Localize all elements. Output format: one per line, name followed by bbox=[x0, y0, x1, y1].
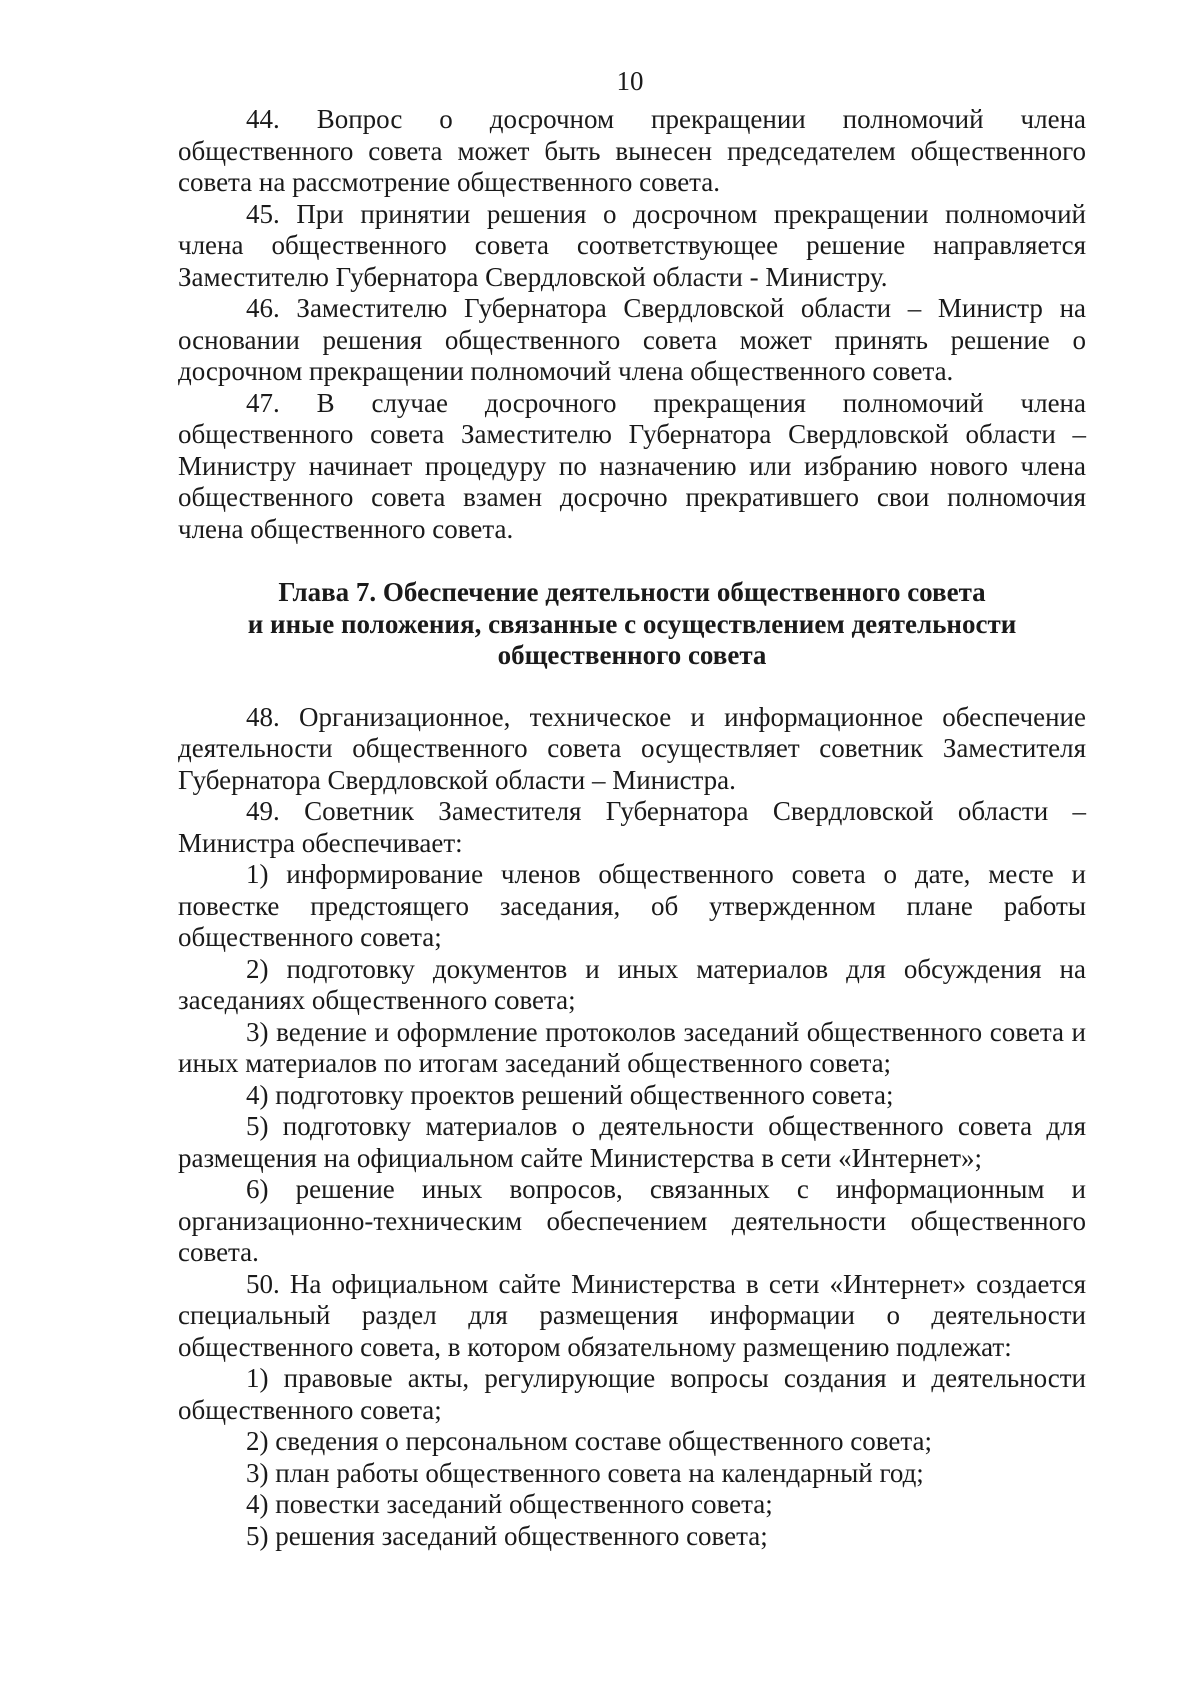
paragraph-45: 45. При принятии решения о досрочном прекращении полномочий члена общественного совета соответствующее решение направляется Заместителю Губернатора Свердловской области - Министру. bbox=[178, 198, 1086, 292]
paragraph-47: 47. В случае досрочного прекращения полномочий члена общественного совета Заместителю Губернатора Свердловской области – Министру начинает процедуру по назначению или избранию нового члена общественного совета взамен досрочно прекратившего свои полномочия члена общественного совета. bbox=[178, 387, 1086, 544]
paragraph-48: 48. Организационное, техническое и информационное обеспечение деятельности общественного совета осуществляет советник Заместителя Губернатора Свердловской области – Министра. bbox=[178, 701, 1086, 795]
paragraph-49-item-2: 2) подготовку документов и иных материалов для обсуждения на заседаниях общественного совета; bbox=[178, 953, 1086, 1015]
paragraph-44: 44. Вопрос о досрочном прекращении полномочий члена общественного совета может быть вынесен председателем общественного совета на рассмотрение общественного совета. bbox=[178, 104, 1086, 197]
chapter-heading-line-3: общественного совета bbox=[497, 640, 767, 670]
paragraph-49-item-6: 6) решение иных вопросов, связанных с информационным и организационно-техническим обеспечением деятельности общественного совета. bbox=[178, 1174, 1086, 1267]
paragraph-50-item-5: 5) решения заседаний общественного совета; bbox=[246, 1520, 768, 1551]
paragraph-49-item-5: 5) подготовку материалов о деятельности общественного совета для размещения на официальном сайте Министерства в сети «Интернет»; bbox=[178, 1111, 1086, 1173]
paragraph-50-item-2: 2) сведения о персональном составе общественного совета; bbox=[246, 1426, 932, 1456]
paragraph-49: 49. Советник Заместителя Губернатора Свердловской области – Министра обеспечивает: bbox=[178, 796, 1086, 858]
paragraph-49-item-1: 1) информирование членов общественного совета о дате, месте и повестке предстоящего заседания, об утвержденном плане работы общественного совета; bbox=[178, 859, 1086, 952]
chapter-heading bbox=[178, 577, 1086, 672]
paragraph-50-item-4: 4) повестки заседаний общественного совета; bbox=[246, 1489, 773, 1519]
paragraph-50-item-1: 1) правовые акты, регулирующие вопросы создания и деятельности общественного совета; bbox=[178, 1363, 1086, 1425]
paragraph-49-item-4: 4) подготовку проектов решений общественного совета; bbox=[246, 1079, 894, 1110]
chapter-heading-line-1: Глава 7. Обеспечение деятельности общественного совета bbox=[278, 577, 986, 607]
chapter-heading-line-2: и иные положения, связанные с осуществлением деятельности bbox=[247, 608, 1017, 639]
paragraph-46: 46. Заместителю Губернатора Свердловской области – Министр на основании решения общественного совета может принять решение о досрочном прекращении полномочий члена общественного совета. bbox=[178, 293, 1086, 386]
paragraph-50-item-3: 3) план работы общественного совета на календарный год; bbox=[246, 1457, 924, 1488]
paragraph-50: 50. На официальном сайте Министерства в сети «Интернет» создается специальный раздел для размещения информации о деятельности общественного совета, в котором обязательному размещению подлежат: bbox=[178, 1268, 1086, 1362]
document-body bbox=[178, 104, 1086, 1552]
page-number: 10 bbox=[616, 66, 644, 96]
paragraph-49-item-3: 3) ведение и оформление протоколов заседаний общественного совета и иных материалов по итогам заседаний общественного совета; bbox=[178, 1016, 1086, 1078]
